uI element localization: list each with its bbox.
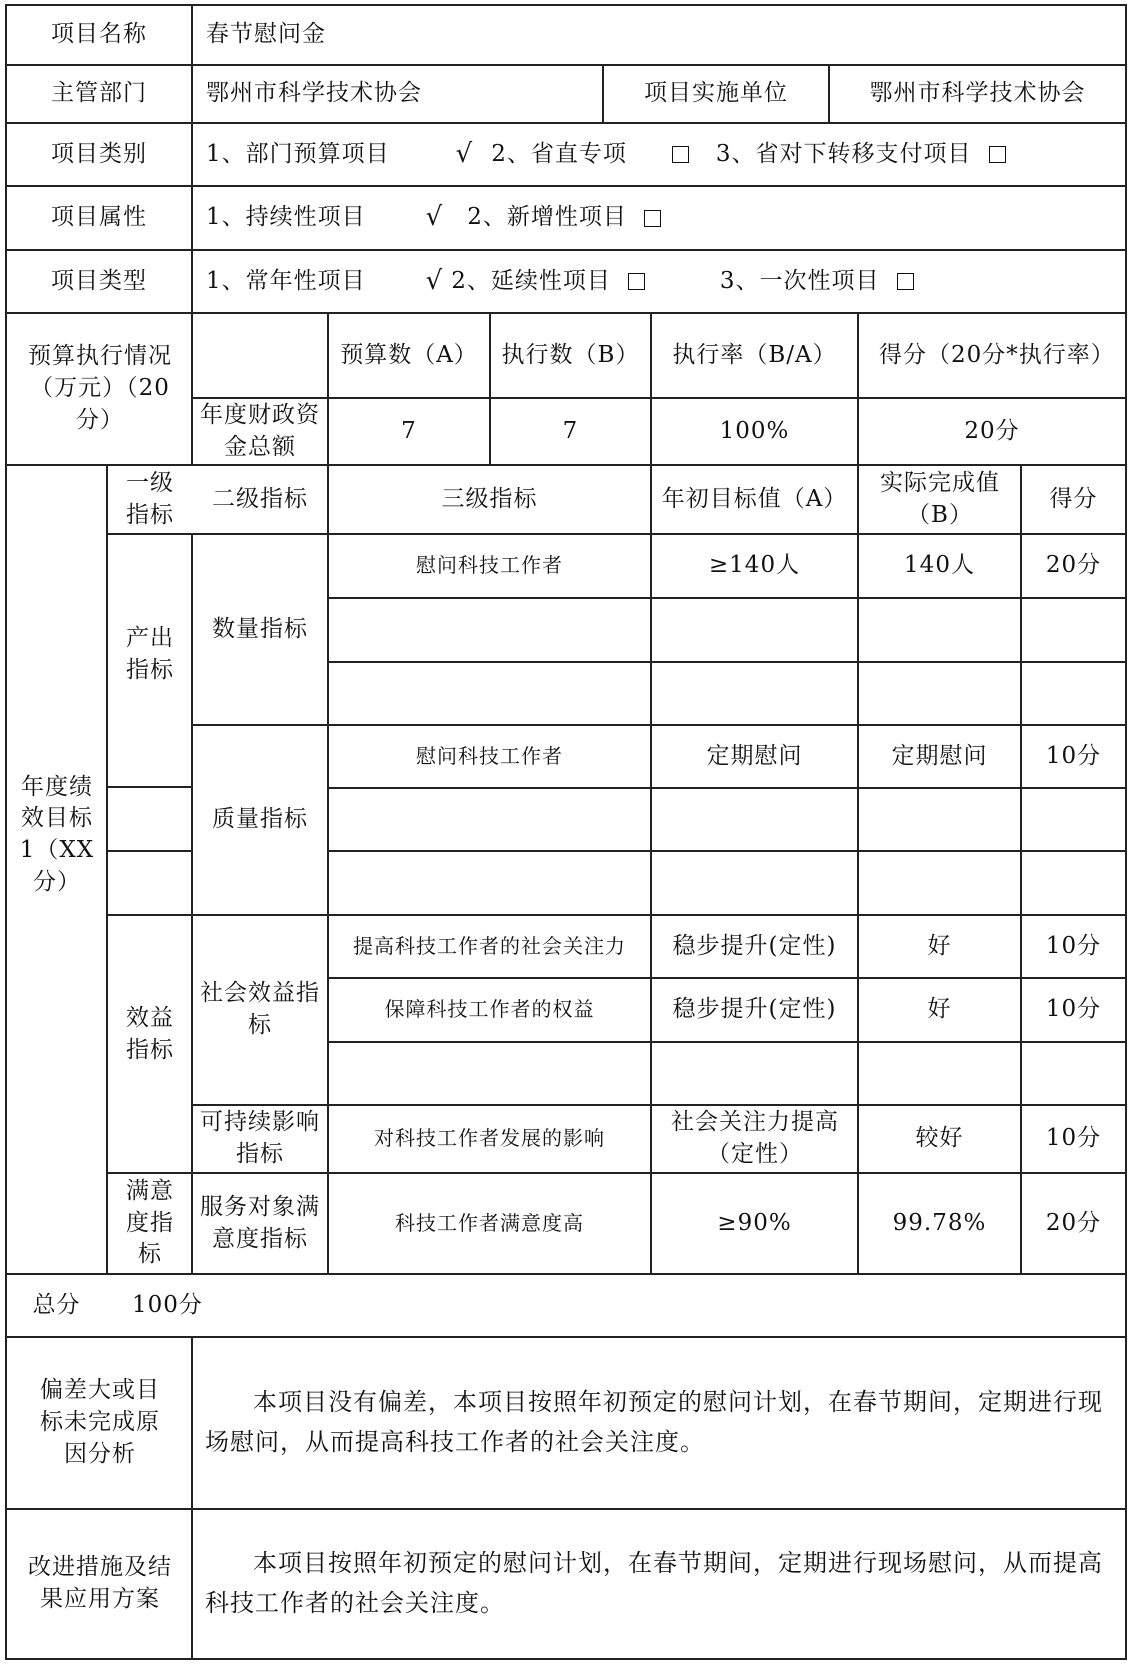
checkbox-empty-icon [644, 210, 661, 227]
attr-opt1: 1、持续性项目 [206, 204, 366, 231]
table-row-l3: 对科技工作者发展的影响 [374, 1126, 605, 1151]
header-level2: 二级指标 [212, 485, 308, 512]
total-label: 总分 [32, 1291, 81, 1318]
type-opt3: 3、一次性项目 [719, 267, 880, 294]
table-row-l3: 慰问科技工作者 [416, 553, 563, 578]
table-row-score: 10分 [1045, 1125, 1102, 1152]
rate-value: 100% [719, 417, 790, 444]
table-row-score: 10分 [1045, 996, 1102, 1023]
table-row-actual: 好 [927, 932, 952, 959]
check-mark-icon: √ [455, 138, 474, 169]
exec-value: 7 [562, 417, 579, 444]
header-score: 得分 [1049, 485, 1098, 512]
improve-label: 改进措施及结果应用方案 [28, 1554, 172, 1612]
category-label: 项目类别 [51, 140, 147, 167]
check-mark-icon: √ [425, 202, 444, 233]
table-row-l3: 慰问科技工作者 [416, 743, 563, 768]
table-row-l3: 科技工作者满意度高 [395, 1210, 584, 1235]
project-name-value: 春节慰问金 [206, 21, 326, 48]
attr-options [206, 187, 1116, 249]
score-value: 20分 [964, 417, 1020, 444]
output-label: 产出指标 [126, 625, 174, 683]
check-mark-icon: √ [425, 265, 444, 296]
table-row-actual: 好 [927, 996, 952, 1023]
budget-row-label: 年度财政资金总额 [200, 401, 320, 460]
budget-value: 7 [401, 417, 417, 444]
dept-label: 主管部门 [51, 80, 147, 107]
header-actual: 实际完成值（B） [880, 469, 1000, 528]
type-options [206, 251, 1116, 312]
type-opt2: 2、延续性项目 [451, 267, 611, 294]
table-row-target: 定期慰问 [706, 742, 803, 769]
impl-label: 项目实施单位 [644, 80, 788, 107]
col-budget: 预算数（A） [340, 341, 478, 368]
table-row-target: 稳步提升(定性) [672, 996, 837, 1023]
table-row-score: 20分 [1045, 552, 1102, 579]
budget-label: 预算执行情况（万元）（20分） [28, 343, 172, 433]
table-row-actual: 99.78% [892, 1209, 987, 1236]
deviation-label: 偏差大或目标未完成原因分析 [40, 1377, 160, 1467]
checkbox-empty-icon [628, 273, 645, 290]
table-row-l3: 提高科技工作者的社会关注力 [353, 933, 626, 958]
checkbox-empty-icon [672, 146, 689, 163]
type-opt1: 1、常年性项目 [206, 267, 366, 294]
table-row-actual: 较好 [915, 1125, 964, 1152]
category-opt1: 1、部门预算项目 [206, 140, 390, 167]
category-options [206, 124, 1116, 185]
header-level3: 三级指标 [441, 485, 538, 512]
perf-label: 年度绩效目标1（XX分） [19, 773, 95, 895]
col-score: 得分（20分*执行率） [879, 341, 1115, 368]
table-row-target: ≥90% [717, 1209, 792, 1236]
table-row-l3: 保障科技工作者的权益 [384, 997, 595, 1022]
improve-text: 本项目按照年初预定的慰问计划，在春节期间，定期进行现场慰问，从而提高科技工作者的社会关注度。 [205, 1549, 1103, 1617]
total-value: 100分 [132, 1291, 203, 1318]
table-row-score: 10分 [1045, 932, 1102, 959]
table-row-target: 稳步提升(定性) [672, 932, 837, 959]
table-row-target: ≥140人 [708, 552, 801, 579]
project-name-label: 项目名称 [51, 21, 147, 48]
category-opt3: 3、省对下转移支付项目 [715, 140, 972, 167]
impl-value: 鄂州市科学技术协会 [869, 80, 1086, 107]
category-opt2: 2、省直专项 [491, 140, 627, 167]
attr-opt2: 2、新增性项目 [467, 204, 627, 231]
satisfaction-l1-label: 满意度指标 [126, 1177, 174, 1268]
deviation-text: 本项目没有偏差，本项目按照年初预定的慰问计划，在春节期间，定期进行现场慰问，从而提高科技工作者的社会关注度。 [205, 1388, 1103, 1456]
col-rate: 执行率（B/A） [672, 341, 837, 368]
header-level1: 一级指标 [126, 469, 174, 528]
sustain-label: 可持续影响指标 [200, 1109, 320, 1167]
table-row-score: 10分 [1045, 742, 1102, 769]
quantity-label: 数量指标 [212, 615, 308, 642]
type-label: 项目类型 [51, 267, 147, 294]
quality-label: 质量指标 [212, 806, 308, 833]
table-row-target: 社会关注力提高（定性） [671, 1109, 839, 1167]
dept-value: 鄂州市科学技术协会 [206, 80, 422, 107]
social-label: 社会效益指标 [200, 980, 320, 1038]
attr-label: 项目属性 [51, 204, 147, 231]
col-exec: 执行数（B） [501, 341, 640, 368]
checkbox-empty-icon [989, 146, 1006, 163]
benefit-label: 效益指标 [126, 1005, 174, 1063]
checkbox-empty-icon [897, 273, 914, 290]
satisfaction-l2-label: 服务对象满意度指标 [200, 1193, 320, 1252]
header-target: 年初目标值（A） [661, 485, 848, 512]
table-row-actual: 定期慰问 [891, 742, 988, 769]
table-row-actual: 140人 [904, 552, 975, 579]
table-row-score: 20分 [1045, 1209, 1102, 1236]
